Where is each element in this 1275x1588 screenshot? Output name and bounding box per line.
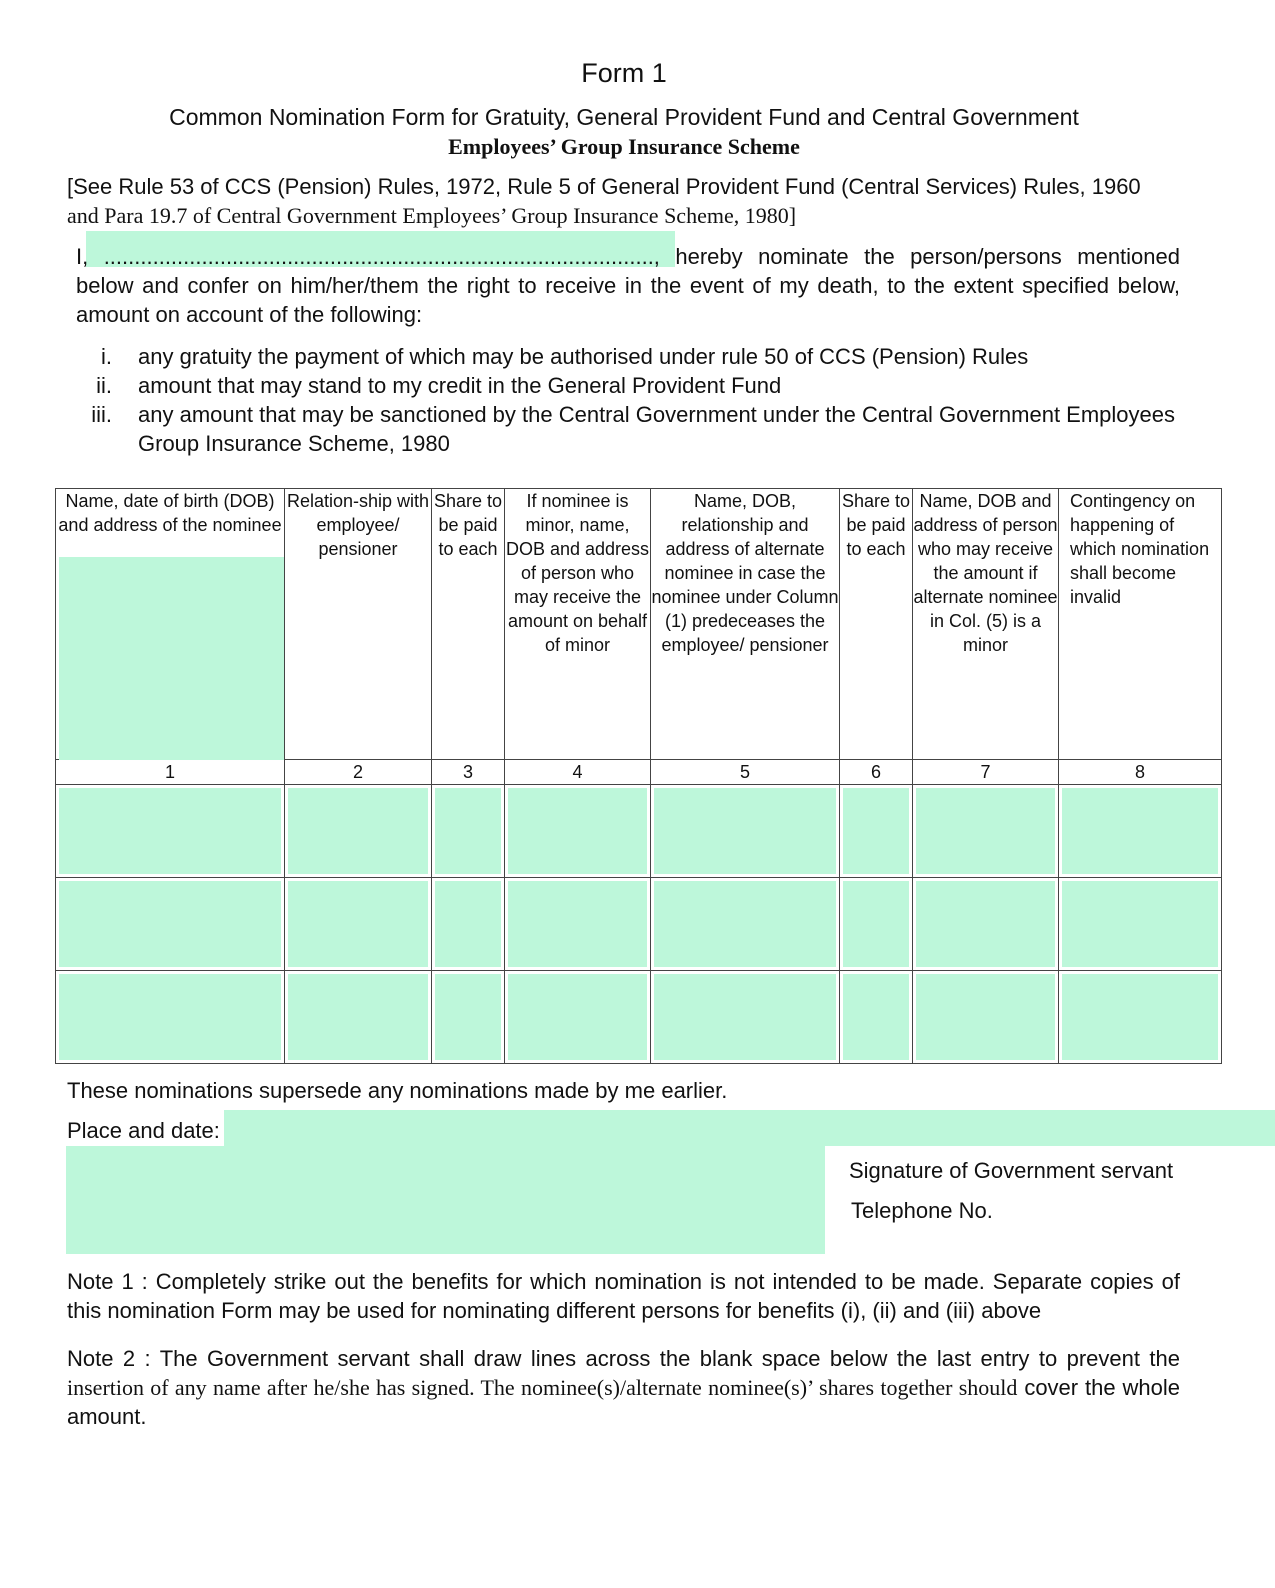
minor-guardian-field[interactable]	[508, 788, 647, 874]
place-date-label: Place and date:	[67, 1118, 220, 1143]
note-2-part1: Note 2 : The Government servant shall draw lines across the blank space below the last entry to prevent the	[67, 1346, 1180, 1371]
form-title: Form 1	[581, 58, 667, 88]
signature-area-field[interactable]	[66, 1146, 825, 1254]
header-contingency: Contingency on happening of which nomination shall become invalid	[1059, 489, 1222, 760]
relationship-field[interactable]	[288, 788, 428, 874]
table-row	[56, 971, 1222, 1064]
place-date-field[interactable]	[224, 1110, 1275, 1146]
share-field[interactable]	[435, 788, 501, 874]
header-alternate-minor-guardian: Name, DOB and address of person who may receive the amount if alternate nominee in Col. (5) is a minor	[913, 489, 1059, 760]
list-item	[76, 371, 1180, 400]
alternate-share-field[interactable]	[843, 788, 909, 874]
alternate-share-field[interactable]	[843, 881, 909, 967]
minor-guardian-field[interactable]	[508, 881, 647, 967]
column-number: 3	[432, 760, 505, 785]
rule-reference-part1: [See Rule 53 of CCS (Pension) Rules, 1972, Rule 5 of General Provident Fund (Central Services) Rules, 1960	[67, 174, 1141, 199]
rule-reference-part2: and Para 19.7 of Central Government Employees’ Group Insurance Scheme, 1980]	[67, 203, 797, 228]
note-2	[67, 1344, 1180, 1431]
nominee-field[interactable]	[59, 974, 281, 1060]
alternate-nominee-field[interactable]	[654, 974, 836, 1060]
relationship-field[interactable]	[288, 881, 428, 967]
table-row	[56, 878, 1222, 971]
nominee-field[interactable]	[59, 881, 281, 967]
contingency-field[interactable]	[1062, 788, 1218, 874]
alternate-minor-guardian-field[interactable]	[916, 974, 1055, 1060]
header-share: Share to be paid to each	[432, 489, 505, 760]
benefit-text: any gratuity the payment of which may be authorised under rule 50 of CCS (Pension) Rules	[138, 344, 1029, 369]
note-2-part3: cover the whole amount.	[67, 1375, 1180, 1429]
alternate-nominee-field[interactable]	[654, 881, 836, 967]
column-number: 6	[840, 760, 913, 785]
contingency-field[interactable]	[1062, 974, 1218, 1060]
benefit-text: amount that may stand to my credit in the General Provident Fund	[138, 373, 782, 398]
relationship-field[interactable]	[288, 974, 428, 1060]
header-alternate-share: Share to be paid to each	[840, 489, 913, 760]
share-field[interactable]	[435, 974, 501, 1060]
column-number: 4	[505, 760, 651, 785]
column-number: 5	[651, 760, 840, 785]
header-nominee-fill-field[interactable]	[59, 557, 284, 760]
benefit-number: ii.	[96, 373, 112, 398]
nominee-field[interactable]	[59, 788, 281, 874]
column-number: 7	[913, 760, 1059, 785]
column-number: 8	[1059, 760, 1222, 785]
header-minor-guardian: If nominee is minor, name, DOB and address of person who may receive the amount on behalf of minor	[505, 489, 651, 760]
benefit-number: iii.	[91, 402, 112, 427]
rule-reference	[67, 172, 1180, 230]
form-subtitle-line1: Common Nomination Form for Gratuity, General Provident Fund and Central Government	[169, 104, 1079, 130]
header-nominee: Name, date of birth (DOB) and address of the nominee	[56, 489, 285, 760]
note-1: Note 1 : Completely strike out the benefits for which nomination is not intended to be made. Separate copies of this nomination Form may be used for nominating different persons for benefits (i), (ii) and (iii) above	[67, 1269, 1180, 1323]
telephone-label: Telephone No.	[851, 1198, 993, 1223]
share-field[interactable]	[435, 881, 501, 967]
contingency-field[interactable]	[1062, 881, 1218, 967]
supersede-statement: These nominations supersede any nominations made by me earlier.	[67, 1078, 728, 1103]
signature-label: Signature of Government servant	[849, 1158, 1174, 1183]
list-item	[76, 342, 1180, 371]
form-subtitle-line2: Employees’ Group Insurance Scheme	[448, 134, 800, 159]
column-number: 2	[285, 760, 432, 785]
alternate-minor-guardian-field[interactable]	[916, 881, 1055, 967]
column-number: 1	[56, 760, 285, 785]
alternate-nominee-field[interactable]	[654, 788, 836, 874]
table-row	[56, 785, 1222, 878]
note-2-part2: insertion of any name after he/she has signed. The nominee(s)/alternate nominee(s)’ shares together should	[67, 1375, 1018, 1400]
benefit-text: any amount that may be sanctioned by the Central Government under the Central Government Employees Group Insurance Scheme, 1980	[138, 402, 1176, 456]
list-item	[76, 400, 1180, 458]
declaration-text: I, .........................................................................................., hereby nominate the person/persons mentioned below and confer on him/her/them the right to receive in the event of my death, to the extent specified below, amount on account of the following:	[76, 244, 1180, 327]
header-alternate-nominee: Name, DOB, relationship and address of alternate nominee in case the nominee under Column (1) predeceases the employee/ pensioner	[651, 489, 840, 760]
header-relationship: Relation-ship with employee/ pensioner	[285, 489, 432, 760]
column-number-row	[56, 760, 1222, 785]
benefits-list	[76, 342, 1180, 458]
alternate-minor-guardian-field[interactable]	[916, 788, 1055, 874]
minor-guardian-field[interactable]	[508, 974, 647, 1060]
alternate-share-field[interactable]	[843, 974, 909, 1060]
benefit-number: i.	[101, 344, 112, 369]
